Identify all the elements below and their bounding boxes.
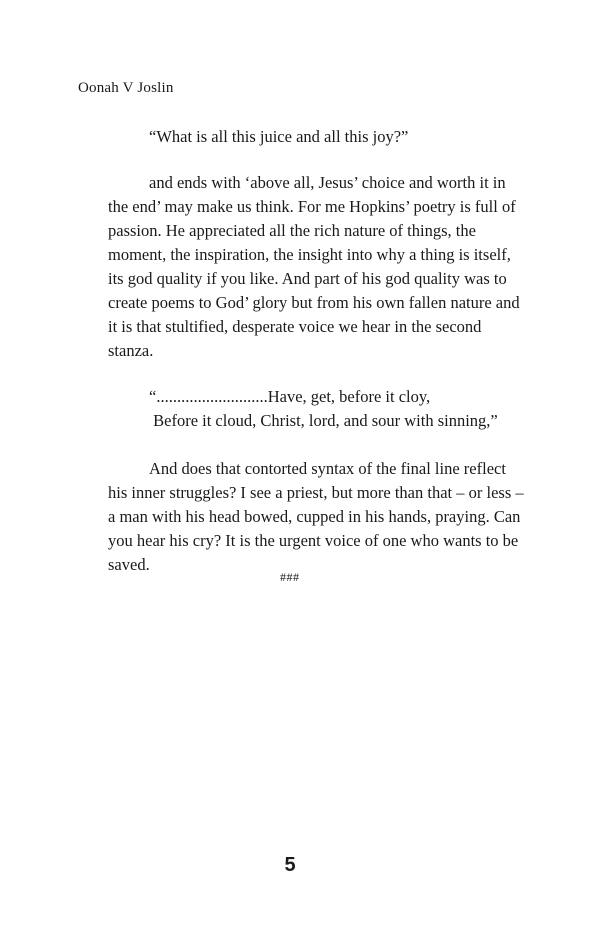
paragraph-line: it is that stultified, desperate voice we hear in the second [108,317,482,336]
verse-line: Before it cloud, Christ, lord, and sour with sinning,” [149,411,498,430]
verse-quote [108,385,518,433]
opening-quote [108,125,518,149]
paragraph-line: his inner struggles? I see a priest, but more than that – or less – [108,483,524,502]
paragraph-line: a man with his head bowed, cupped in his hands, praying. Can [108,507,521,526]
paragraph-2 [108,457,524,577]
paragraph-line: moment, the inspiration, the insight into why a thing is itself, [108,245,511,264]
paragraph-line: stanza. [108,341,154,360]
paragraph-line: passion. He appreciated all the rich nature of things, the [108,221,476,240]
page-number: 5 [284,854,296,876]
paragraph-line: you hear his cry? It is the urgent voice of one who wants to be [108,531,519,550]
section-separator: ### [280,570,300,584]
quote-line: “What is all this juice and all this joy?” [149,127,409,146]
paragraph-line: create poems to God’ glory but from his own fallen nature and [108,293,520,312]
paragraph-line: its god quality if you like. And part of his god quality was to [108,269,507,288]
running-header-author: Oonah V Joslin [78,80,174,96]
paragraph-line: and ends with ‘above all, Jesus’ choice and worth it in [149,173,506,192]
verse-line: “...........................Have, get, before it cloy, [149,387,431,406]
paragraph-line: the end’ may make us think. For me Hopkins’ poetry is full of [108,197,516,216]
paragraph-1 [108,171,518,363]
paragraph-line: And does that contorted syntax of the final line reflect [149,459,506,478]
paragraph-line: saved. [108,555,150,574]
